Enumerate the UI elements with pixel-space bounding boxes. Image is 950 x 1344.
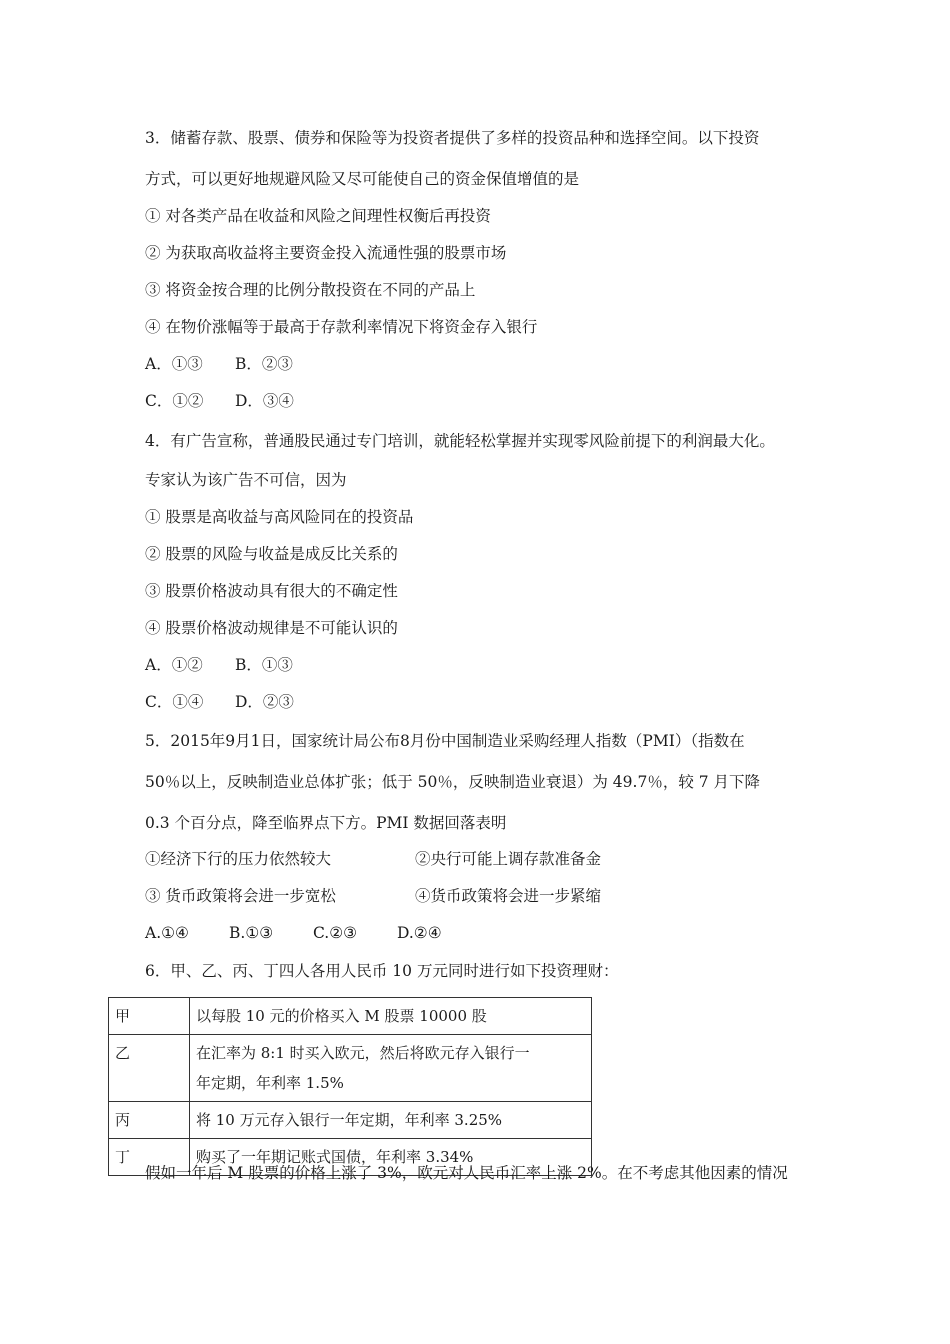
q5-stem-line3: 0.3 个百分点，降至临界点下方。PMI 数据回落表明: [145, 814, 507, 832]
q5-option-b[interactable]: B.①③: [229, 924, 274, 942]
q5-item-1: ①经济下行的压力依然较大: [145, 850, 332, 868]
q5-option-d[interactable]: D.②④: [397, 924, 442, 942]
q3-item-1: ① 对各类产品在收益和风险之间理性权衡后再投资: [145, 207, 491, 225]
investor-name: 甲: [109, 998, 190, 1035]
q3-stem-line1: 3．储蓄存款、股票、债券和保险等为投资者提供了多样的投资品种和选择空间。以下投资: [145, 129, 760, 147]
q4-item-4: ④ 股票价格波动规律是不可能认识的: [145, 619, 398, 637]
q3-option-c[interactable]: C．①②: [145, 392, 204, 410]
q4-option-b[interactable]: B．①③: [235, 656, 293, 674]
investment-desc: [190, 1102, 592, 1139]
q4-stem-line2: 专家认为该广告不可信，因为: [145, 471, 347, 489]
q4-item-2: ② 股票的风险与收益是成反比关系的: [145, 545, 398, 563]
q4-item-1: ① 股票是高收益与高风险同在的投资品: [145, 508, 414, 526]
q5-stem-line1: 5．2015年9月1日，国家统计局公布8月份中国制造业采购经理人指数（PMI）（指数在: [145, 732, 745, 750]
q5-item-3: ③ 货币政策将会进一步宽松: [145, 887, 336, 905]
q3-options-row2: [145, 390, 294, 412]
investment-desc-line: 将 10 万元存入银行一年定期，年利率 3.25%: [196, 1111, 503, 1129]
table-row: [109, 1102, 592, 1139]
q4-option-a[interactable]: A．①②: [145, 656, 203, 674]
q6-stem: 6．甲、乙、丙、丁四人各用人民币 10 万元同时进行如下投资理财：: [145, 962, 619, 980]
table-row: [109, 998, 592, 1035]
q4-options-row2: [145, 691, 294, 713]
q3-item-4: ④ 在物价涨幅等于最高于存款利率情况下将资金存入银行: [145, 318, 538, 336]
q5-item-2: ②央行可能上调存款准备金: [415, 850, 602, 868]
table-row: [109, 1035, 592, 1102]
investment-desc-line: 购买了一年期记账式国债，年利率 3.34%: [196, 1148, 474, 1166]
q5-option-c[interactable]: C.②③: [313, 924, 358, 942]
q3-option-b[interactable]: B．②③: [235, 355, 293, 373]
investor-name: 丁: [109, 1139, 190, 1176]
q3-option-a[interactable]: A．①③: [145, 355, 203, 373]
investment-desc-line: 在汇率为 8:1 时买入欧元，然后将欧元存入银行一: [196, 1044, 530, 1062]
investor-name: 乙: [109, 1035, 190, 1102]
investment-desc: [190, 998, 592, 1035]
investor-name: 丙: [109, 1102, 190, 1139]
q4-options-row1: [145, 654, 293, 676]
q5-item-4: ④货币政策将会进一步紧缩: [415, 887, 602, 905]
q3-item-3: ③ 将资金按合理的比例分散投资在不同的产品上: [145, 281, 476, 299]
q4-option-d[interactable]: D．②③: [235, 693, 294, 711]
q5-option-a[interactable]: A.①④: [145, 924, 189, 942]
q3-stem-line2: 方式，可以更好地规避风险又尽可能使自己的资金保值增值的是: [145, 170, 580, 188]
q5-stem-line2: 50％以上，反映制造业总体扩张；低于 50％，反映制造业衰退）为 49.7％，较 7 月下降: [145, 773, 761, 791]
q6-after-text: 假如一年后 M 股票的价格上涨了 3%，欧元对人民币汇率上涨 2%。在不考虑其他因素的情况: [145, 1164, 788, 1182]
investment-desc-line: 以每股 10 元的价格买入 M 股票 10000 股: [196, 1007, 487, 1025]
q3-options-row1: [145, 353, 293, 375]
investment-table: [108, 997, 592, 1176]
q4-option-c[interactable]: C．①④: [145, 693, 204, 711]
q3-item-2: ② 为获取高收益将主要资金投入流通性强的股票市场: [145, 244, 507, 262]
investment-desc-line-2: 年定期，年利率 1.5%: [196, 1074, 344, 1092]
q3-option-d[interactable]: D．③④: [235, 392, 294, 410]
q4-stem-line1: 4．有广告宣称，普通股民通过专门培训，就能轻松掌握并实现零风险前提下的利润最大化。: [145, 432, 775, 450]
q4-item-3: ③ 股票价格波动具有很大的不确定性: [145, 582, 398, 600]
q5-options-row: [145, 922, 442, 944]
investment-desc: [190, 1035, 592, 1102]
